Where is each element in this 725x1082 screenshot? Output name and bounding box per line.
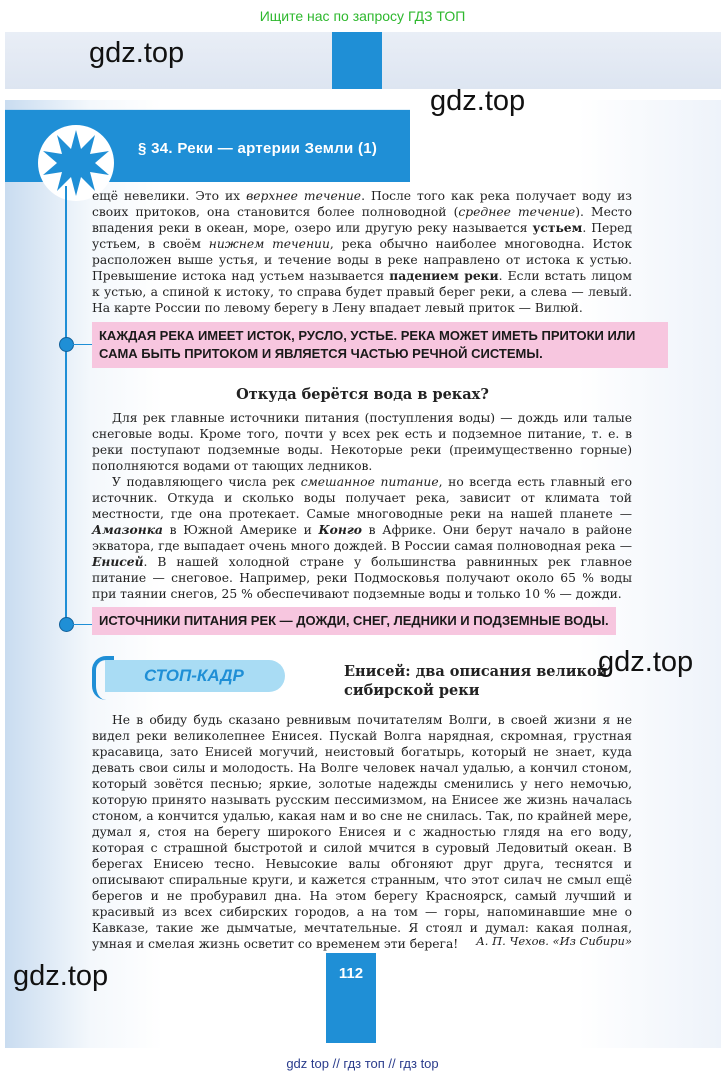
paragraph-2: Для рек главные источники питания (поступления воды) — дождь или талые снеговые воды. Кроме того, почти у всех рек есть и подземное питание, т. е. в реки поступают подземные воды. Некоторые реки (преимущественно горные) пополняются водами от тающих ледников. [92, 411, 632, 473]
margin-line [65, 186, 67, 626]
subheading: Откуда берётся вода в реках? [236, 386, 489, 403]
stop-frame-hook-icon [92, 656, 114, 700]
chekhov-quote: Не в обиду будь сказано ревнивым почитателям Волги, в своей жизни я не видел реки великолепнее Енисея. Пускай Волга нарядная, скромная, грустная красавица, зато Енисей могучий, неистовый богатырь, который не знает, куда девать свои силы и молодость. На Волге человек начал удалью, а кончил стоном, который зовётся песнью; яркие, золотые надежды сменились у него немочью, которую принято называть русским пессимизмом, на Енисее же жизнь началась стоном, а кончится удалью, какая нам и во сне не снилась. Так, по крайней мере, думал я, стоя на берегу широкого Енисея и с жадностью глядя на его воду, которая с страшной быстротой и силой мчится в суровый Ледовитый океан. В берегах Енисею тесно. Невысокие валы обгоняют друг друга, теснятся и описывают спиральные круги, и кажется странным, что этот силач не смыл ещё берегов и не пробуравил дна. На этом берегу Красноярск, самый лучший и красивый из всех сибирских городов, а на том — горы, напоминавшие мне о Кавказе, такие же дымчатые, мечтательные. Я стоял и думал: какая полная, умная и смелая жизнь осветит со временем эти берега! [92, 713, 632, 951]
page-number-tab [326, 953, 376, 1043]
connector-2 [66, 624, 93, 625]
connector-1 [66, 344, 93, 345]
watermark: gdz.top [430, 85, 526, 117]
top-banner[interactable]: Ищите нас по запросу ГДЗ ТОП [259, 8, 466, 24]
header-blue-tab [332, 32, 382, 89]
paragraph-3: У подавляющего числа рек смешанное питание, но всегда есть главный его источник. Откуда и сколько воды получает река, зависит от климата той местности, где она протекает. Самые многоводные реки на нашей планете — Амазонка в Южной Америке и Конго в Африке. Они берут начало в районе экватора, где выпадает очень много дождей. В России самая полноводная река — Енисей. В нашей холодной стране у большинства равнинных рек главное питание — снеговое. Например, реки Подмосковья получают около 65 % воды при таянии снегов, 25 % обеспечивают подземные воды и только 10 % — дожди. [92, 475, 632, 601]
watermark: gdz.top [13, 960, 109, 992]
page-number: 112 [338, 965, 364, 982]
key-fact-box-1: КАЖДАЯ РЕКА ИМЕЕТ ИСТОК, РУСЛО, УСТЬЕ. РЕКА МОЖЕТ ИМЕТЬ ПРИТОКИ ИЛИ САМА БЫТЬ ПРИТОКОМ И ЯВЛЯЕТСЯ ЧАСТЬЮ РЕЧНОЙ СИСТЕМЫ. [92, 322, 668, 368]
footer-links[interactable]: gdz top // гдз топ // гдз top [286, 1056, 439, 1071]
key-fact-box-2: ИСТОЧНИКИ ПИТАНИЯ РЕК — ДОЖДИ, СНЕГ, ЛЕДНИКИ И ПОДЗЕМНЫЕ ВОДЫ. [92, 607, 616, 635]
stop-frame-tag [92, 656, 282, 696]
section-title: § 34. Реки — артерии Земли (1) [138, 140, 378, 157]
watermark: gdz.top [89, 37, 185, 69]
stop-frame-label: СТОП-КАДР [144, 666, 244, 685]
watermark: gdz.top [598, 646, 694, 678]
quote-signature: А. П. Чехов. «Из Сибири» [476, 934, 632, 948]
paragraph-1: ещё невелики. Это их верхнее течение. После того как река получает воду из своих притоков, она становится более полноводной (среднее течение). Место впадения реки в океан, море, озеро или другую реку называется устьем. Перед устьем, в своём нижнем течении, река обычно наиболее многоводна. Исток расположен выше устья, и течение воды в реке направлено от истока к устью. Превышение истока над устьем называется падением реки. Если встать лицом к устью, а спиной к истоку, то справа будет правый берег реки, а слева — левый. На карте России по левому берегу в Лену впадает левый приток — Вилюй. [92, 189, 633, 315]
stop-frame-heading: Енисей: два описания великой сибирской реки [344, 663, 608, 699]
